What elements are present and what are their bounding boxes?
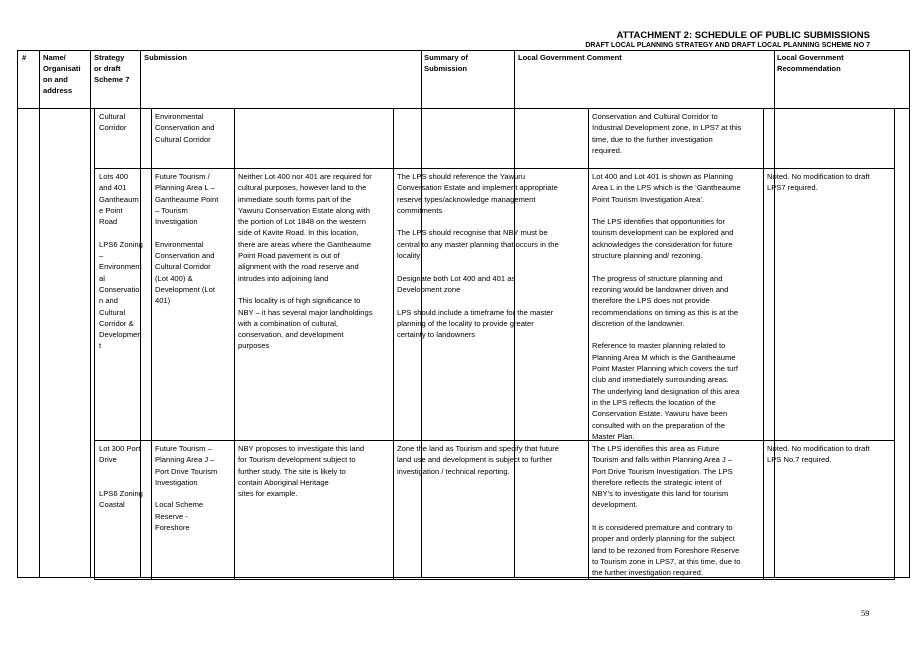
header-comment: Local Government Comment — [518, 53, 622, 62]
table-cell-proposal: Environmental Conservation and Cultural Corridor — [155, 112, 215, 144]
column-divider — [39, 51, 40, 577]
column-divider — [588, 109, 589, 579]
table-cell-recommendation: Noted. No modification to draft LPS No.7 required. — [767, 444, 870, 465]
table-cell-proposal: Future Tourism / Planning Area L – Gantheaume Point – Tourism Investigation Environmental Conservation and Cultural Corridor (Lot 400) & Development (Lot 401) — [155, 172, 219, 306]
header-num: # — [22, 53, 27, 62]
header-summary: Summary of Submission — [424, 53, 468, 73]
table-cell-location: Lots 400 and 401 Gantheaum e Point Road LPS6 Zoning – Environment al Conservatio n and Cultural Corridor & Developmen t — [99, 172, 143, 351]
row-divider — [95, 168, 894, 169]
table-cell-proposal: Future Tourism – Planning Area J – Port Drive Tourism Investigation Local Scheme Reserve - Foreshore — [155, 444, 218, 533]
row-divider — [95, 440, 894, 441]
table-cell-comment: The LPS identifies this area as Future Tourism and falls within Planning Area J – Port Drive Tourism Investigation. The LPS therefore reflects the strategic intent of NBY’s to investigate this land for tourism development. It is considered premature and contrary to proper and orderly planning for the subject land to be rezoned from Foreshore Reserve to Tourism zone in LPS7, at this time, due to the further investigation required. — [592, 444, 741, 578]
table-cell-comment: Lot 400 and Lot 401 is shown as Planning Area L in the LPS which is the ‘Gantheaume Point Tourism Investigation Area’. The LPS identifies that opportunities for tourism development can be explored and acknowledges the consideration for future structure planning and/ rezoning. The progress of structure planning and rezoning would be landowner driven and therefore the LPS does not provide recommendations on timing as this is at the discretion of the landowner. Reference to master planning related to Planning Area M which is the Gantheaume Point Master Planning which covers the turf club and immediately surrounding areas. The underlying land designation of this area in the LPS reflects the location of the Conservation Estate. Yawuru have been consulted with on the preparation of the Master Plan. — [592, 172, 741, 441]
column-divider — [234, 109, 235, 579]
header-name: Name/ Organisati on and address — [43, 53, 81, 95]
column-divider — [90, 51, 91, 577]
table-cell-recommendation: Noted. No modification to draft LPS7 required. — [767, 172, 870, 193]
table-cell-submission: Neither Lot 400 nor 401 are required for cultural purposes, however land to the immediate south forms part of the Yawuru Conservation Estate along with the portion of Lot 1848 on the western side of Kavite Road. In this location, there are areas where the Gantheaume Point Road pavement is out of alignment with the road reserve and intrudes into adjoining land This locality is of high significance to NBY – it has several major landholdings with a combination of cultural, conservation, and development purposes — [238, 172, 373, 351]
document-title: ATTACHMENT 2: SCHEDULE OF PUBLIC SUBMISSIONS — [616, 30, 870, 41]
table-cell-comment: Conservation and Cultural Corridor to Industrial Development zone, in LPS7 at this time, due to the further investigation required. — [592, 112, 742, 155]
column-divider — [393, 109, 394, 579]
column-divider — [151, 109, 152, 579]
submission-table — [94, 108, 895, 580]
page-number: 59 — [861, 608, 870, 618]
document-subtitle: DRAFT LOCAL PLANNING STRATEGY AND DRAFT LOCAL PLANNING SCHEME NO 7 — [585, 42, 870, 49]
header-recommendation: Local Government Recommendation — [777, 53, 844, 73]
table-cell-location: Lot 300 Port Drive LPS6 Zoning Coastal — [99, 444, 143, 510]
table-cell-summary: The LPS should reference the Yawuru Conversation Estate and implement appropriate reserve types/acknowledge management commitments The LPS should recognise that NBY must be central to any master planning that occurs in the locality Designate both Lot 400 and 401 as Development zone LPS should include a timeframe for the master planning of the locality to provide greater certainty to landowners — [397, 172, 559, 340]
table-cell-location: Cultural Corridor — [99, 112, 127, 133]
column-divider — [763, 109, 764, 579]
header-strategy: Strategy or draft Scheme 7 — [94, 53, 130, 84]
header-submission: Submission — [144, 53, 188, 62]
table-cell-summary: Zone the land as Tourism and specify that future land use and development is subject to further investigation / technical reporting. — [397, 444, 559, 476]
table-cell-submission: NBY proposes to investigate this land for Tourism development subject to further study. The site is likely to contain Aboriginal Heritage sites for example. — [238, 444, 365, 499]
